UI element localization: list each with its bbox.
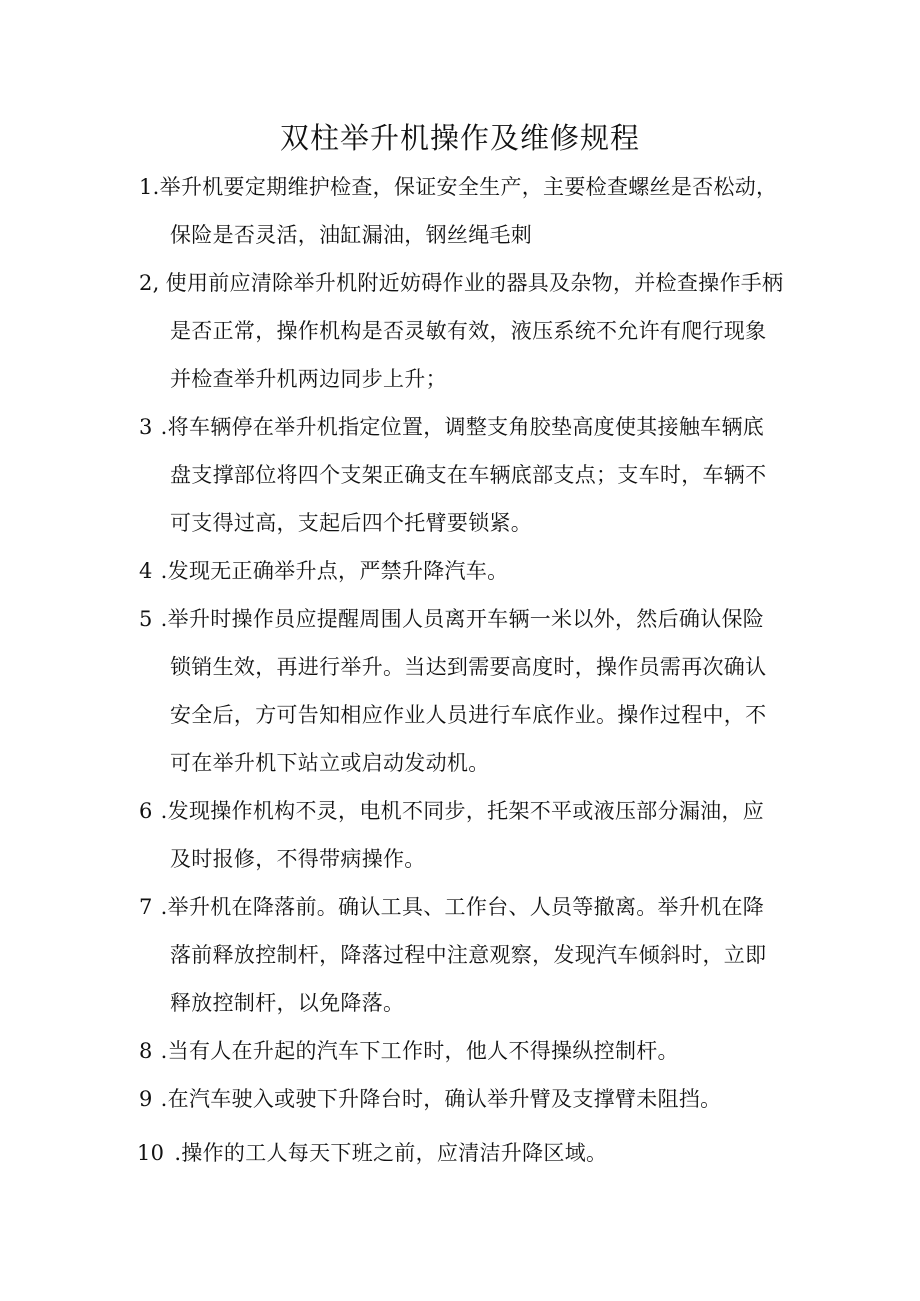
item-text: .发现操作机构不灵，电机不同步，托架不平或液压部分漏油，应 xyxy=(160,799,765,823)
list-item-7-line-1 xyxy=(139,892,764,922)
item-number: 7 xyxy=(139,895,153,919)
item-text: 使用前应清除举升机附近妨碍作业的器具及杂物，并检查操作手柄 xyxy=(165,271,784,295)
list-item-6-line-2: 及时报修，不得带病操作。 xyxy=(170,847,426,871)
list-item-7-line-3: 释放控制杆，以免降落。 xyxy=(170,991,405,1015)
item-number: 10 xyxy=(137,1141,165,1165)
list-item-2-line-3: 并检查举升机两边同步上升； xyxy=(170,367,447,391)
item-text: .举升机在降落前。确认工具、工作台、人员等撤离。举升机在降 xyxy=(160,895,765,919)
item-number: 6 xyxy=(139,799,153,823)
document-title: 双柱举升机操作及维修规程 xyxy=(279,121,640,155)
list-item-3-line-3: 可支得过高，支起后四个托臂要锁紧。 xyxy=(170,511,533,535)
item-number: 2, xyxy=(139,271,160,295)
item-number: 9 xyxy=(139,1087,153,1111)
item-text: .当有人在升起的汽车下工作时，他人不得操纵控制杆。 xyxy=(160,1039,679,1063)
list-item-7-line-2: 落前释放控制杆，降落过程中注意观察，发现汽车倾斜时，立即 xyxy=(170,943,767,967)
item-number: 3 xyxy=(139,415,153,439)
list-item-3-line-2: 盘支撑部位将四个支架正确支在车辆底部支点；支车时，车辆不 xyxy=(170,463,767,487)
list-item-6-line-1 xyxy=(139,796,764,826)
list-item-5-line-1 xyxy=(139,604,764,634)
item-text: .举升时操作员应提醒周围人员离开车辆一米以外，然后确认保险 xyxy=(160,607,765,631)
list-item-5-line-3: 安全后，方可告知相应作业人员进行车底作业。操作过程中，不 xyxy=(170,703,767,727)
list-item-2-line-1 xyxy=(139,268,783,298)
list-item-3-line-1 xyxy=(139,412,764,442)
item-text: .发现无正确举升点，严禁升降汽车。 xyxy=(160,559,509,583)
list-item-10-line-1 xyxy=(137,1138,607,1168)
item-text: 举升机要定期维护检查，保证安全生产，主要检查螺丝是否松动， xyxy=(159,175,778,199)
list-item-1-line-1 xyxy=(139,172,777,202)
item-number: 1. xyxy=(139,175,160,199)
item-number: 8 xyxy=(139,1039,153,1063)
list-item-2-line-2: 是否正常，操作机构是否灵敏有效，液压系统不允许有爬行现象 xyxy=(170,319,767,343)
item-text: .操作的工人每天下班之前，应清洁升降区域。 xyxy=(174,1141,608,1165)
item-number: 4 xyxy=(139,559,153,583)
list-item-5-line-4: 可在举升机下站立或启动发动机。 xyxy=(170,751,490,775)
list-item-5-line-2: 锁销生效，再进行举升。当达到需要高度时，操作员需再次确认 xyxy=(170,655,767,679)
list-item-4-line-1 xyxy=(139,556,508,586)
item-text: .将车辆停在举升机指定位置，调整支角胶垫高度使其接触车辆底 xyxy=(160,415,765,439)
item-number: 5 xyxy=(139,607,153,631)
list-item-9-line-1 xyxy=(139,1084,721,1114)
list-item-8-line-1 xyxy=(139,1036,679,1066)
item-text: .在汽车驶入或驶下升降台时，确认举升臂及支撑臂未阻挡。 xyxy=(160,1087,722,1111)
list-item-1-line-2: 保险是否灵活，油缸漏油，钢丝绳毛刺 xyxy=(170,223,533,247)
